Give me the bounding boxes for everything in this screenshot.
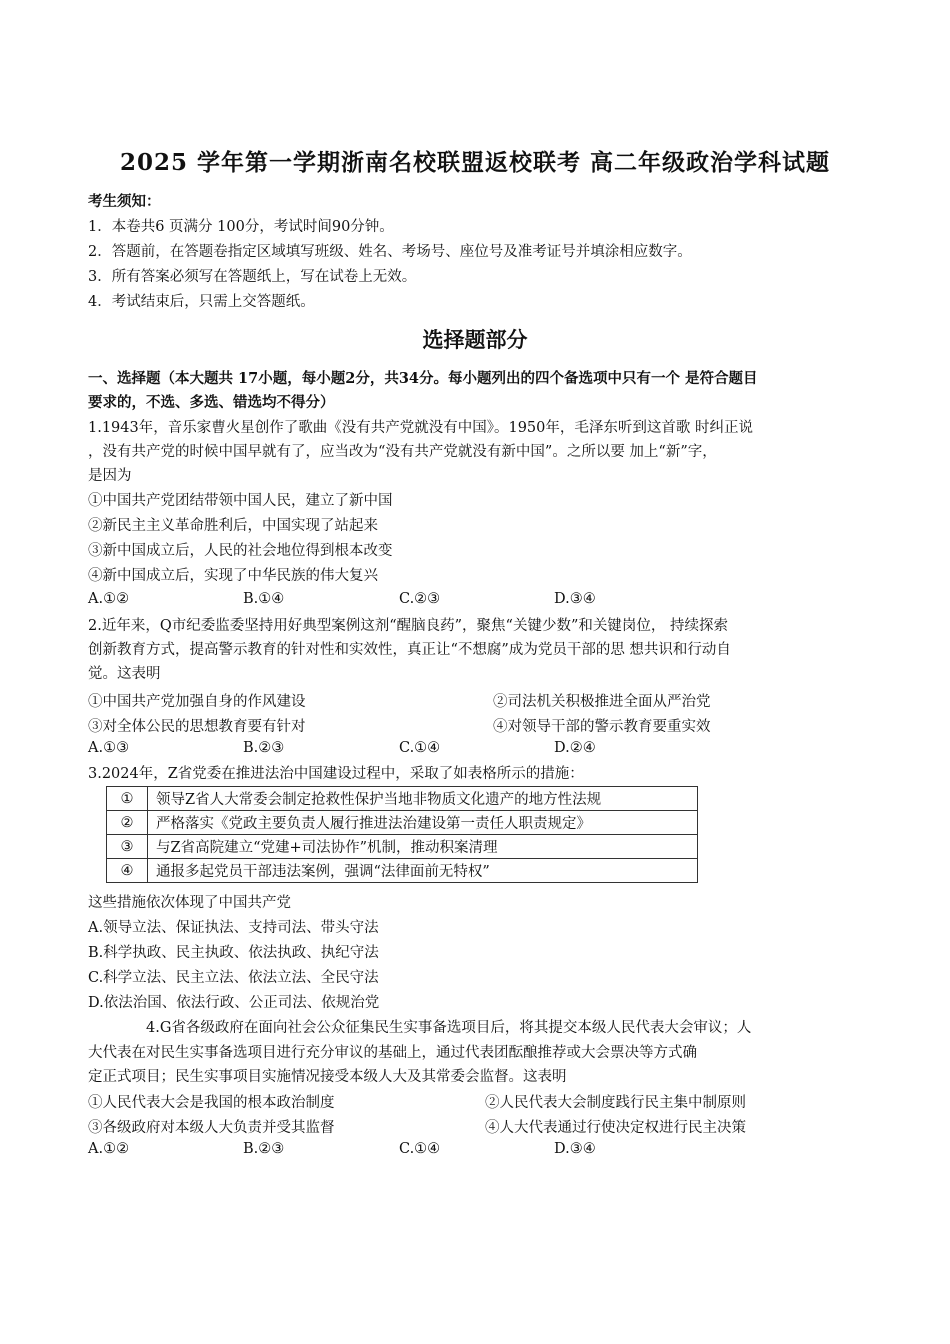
option-c: C.①④ bbox=[399, 1141, 441, 1157]
notice-item: 4．考试结束后，只需上交答题纸。 bbox=[88, 294, 315, 310]
q1-stem: 是因为 bbox=[88, 468, 132, 484]
option-a: A.①② bbox=[88, 1141, 130, 1157]
q4-item: ③各级政府对本级人大负责并受其监督 bbox=[88, 1120, 335, 1136]
option-d: D.②④ bbox=[554, 740, 596, 756]
table-cell-num: ③ bbox=[107, 835, 148, 859]
table-cell-text: 严格落实《党政主要负责人履行推进法治建设第一责任人职责规定》 bbox=[148, 811, 698, 835]
q3-measures-table bbox=[106, 786, 698, 883]
option-d: D.③④ bbox=[554, 1141, 596, 1157]
q1-stem: ，没有共产党的时候中国早就有了，应当改为“没有共产党就没有新中国”。之所以要 加上“新”字， bbox=[88, 444, 717, 460]
q4-item: ④人大代表通过行使决定权进行民主决策 bbox=[485, 1120, 746, 1136]
table-cell-text: 通报多起党员干部违法案例，强调“法律面前无特权” bbox=[148, 859, 698, 883]
q2-item: ③对全体公民的思想教育要有针对 bbox=[88, 719, 306, 735]
table-row bbox=[107, 811, 698, 835]
option-b: B.②③ bbox=[243, 740, 285, 756]
table-row bbox=[107, 835, 698, 859]
q4-item: ①人民代表大会是我国的根本政治制度 bbox=[88, 1095, 335, 1111]
q3-option-b: B.科学执政、民主执政、依法执政、执纪守法 bbox=[88, 945, 379, 961]
table-cell-text: 与Z省高院建立“党建+司法协作”机制，推动积案清理 bbox=[148, 835, 698, 859]
q1-item: ③新中国成立后，人民的社会地位得到根本改变 bbox=[88, 543, 393, 559]
q4-item: ②人民代表大会制度践行民主集中制原则 bbox=[485, 1095, 746, 1111]
q3-stem: 3.2024年，Z省党委在推进法治中国建设过程中，采取了如表格所示的措施： bbox=[88, 766, 584, 782]
table-cell-num: ④ bbox=[107, 859, 148, 883]
table-cell-text: 领导Z省人大常委会制定抢救性保护当地非物质文化遗产的地方性法规 bbox=[148, 787, 698, 811]
q1-item: ①中国共产党团结带领中国人民，建立了新中国 bbox=[88, 493, 393, 509]
option-c: C.①④ bbox=[399, 740, 441, 756]
notice-item: 1．本卷共6 页满分 100分，考试时间90分钟。 bbox=[88, 219, 394, 235]
part-header: 一、选择题（本大题共 17小题，每小题2分，共34分。每小题列出的四个备选项中只有一个 是符合题目 bbox=[88, 370, 758, 387]
q3-option-a: A.领导立法、保证执法、支持司法、带头守法 bbox=[88, 920, 379, 936]
option-b: B.②③ bbox=[243, 1141, 285, 1157]
q2-item: ④对领导干部的警示教育要重实效 bbox=[493, 719, 711, 735]
notice-item: 3．所有答案必须写在答题纸上，写在试卷上无效。 bbox=[88, 269, 417, 285]
q3-after: 这些措施依次体现了中国共产党 bbox=[88, 895, 291, 911]
option-b: B.①④ bbox=[243, 591, 285, 607]
q1-item: ②新民主主义革命胜利后，中国实现了站起来 bbox=[88, 518, 378, 534]
option-d: D.③④ bbox=[554, 591, 596, 607]
q2-stem: 2.近年来，Q市纪委监委坚持用好典型案例这剂“醒脑良药”，聚焦“关键少数”和关键岗位， 持续探索 bbox=[88, 618, 728, 634]
q2-item: ②司法机关积极推进全面从严治党 bbox=[493, 694, 711, 710]
q3-option-c: C.科学立法、民主立法、依法立法、全民守法 bbox=[88, 970, 379, 986]
option-a: A.①③ bbox=[88, 740, 130, 756]
q3-option-d: D.依法治国、依法行政、公正司法、依规治党 bbox=[88, 995, 380, 1011]
q2-stem: 创新教育方式，提高警示教育的针对性和实效性，真正让“不想腐”成为党员干部的思 想共识和行动自 bbox=[88, 642, 731, 658]
notice-heading: 考生须知： bbox=[88, 193, 161, 210]
q1-stem: 1.1943年，音乐家曹火星创作了歌曲《没有共产党就没有中国》。1950年，毛泽东听到这首歌 时纠正说 bbox=[88, 420, 753, 436]
q4-stem: 大代表在对民生实事备选项目进行充分审议的基础上，通过代表团酝酿推荐或大会票决等方式确 bbox=[88, 1045, 697, 1061]
q2-item: ①中国共产党加强自身的作风建设 bbox=[88, 694, 306, 710]
table-row bbox=[107, 787, 698, 811]
option-a: A.①② bbox=[88, 591, 130, 607]
notice-item: 2．答题前，在答题卷指定区域填写班级、姓名、考场号、座位号及准考证号并填涂相应数字。 bbox=[88, 244, 692, 260]
part-header: 要求的，不选、多选、错选均不得分） bbox=[88, 394, 335, 411]
q4-stem: 定正式项目；民生实事项目实施情况接受本级人大及其常委会监督。这表明 bbox=[88, 1069, 567, 1085]
table-cell-num: ① bbox=[107, 787, 148, 811]
table-cell-num: ② bbox=[107, 811, 148, 835]
option-c: C.②③ bbox=[399, 591, 441, 607]
page-title: 2025 学年第一学期浙南名校联盟返校联考 高二年级政治学科试题 bbox=[119, 149, 831, 176]
q1-item: ④新中国成立后，实现了中华民族的伟大复兴 bbox=[88, 568, 378, 584]
table-row bbox=[107, 859, 698, 883]
section-title: 选择题部分 bbox=[422, 327, 528, 352]
q2-stem: 觉。这表明 bbox=[88, 666, 161, 682]
q4-stem: 4.G省各级政府在面向社会公众征集民生实事备选项目后，将其提交本级人民代表大会审议；人 bbox=[146, 1020, 752, 1036]
